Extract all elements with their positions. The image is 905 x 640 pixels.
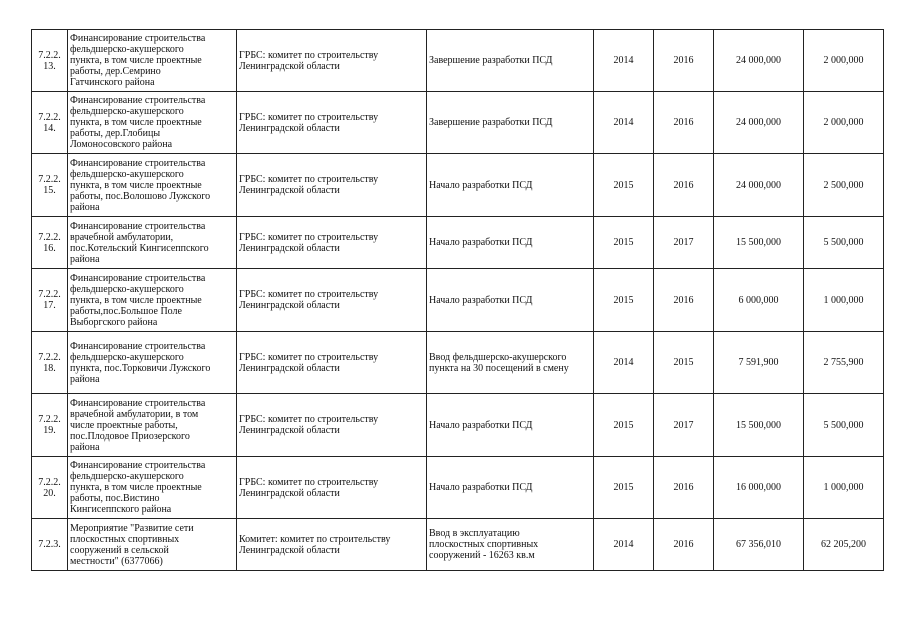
funding-amount-cell xyxy=(804,154,884,217)
activity-name-cell xyxy=(68,269,237,332)
end-year: 2016 xyxy=(673,55,694,66)
end-year-cell xyxy=(654,269,714,332)
activity-name-cell xyxy=(68,217,237,269)
total-cost: 24 000,000 xyxy=(736,55,781,66)
item-number-cell xyxy=(32,332,68,394)
item-number: 7.2.2. 13. xyxy=(38,49,61,72)
item-number: 7.2.2. 14. xyxy=(38,111,61,134)
total-cost-cell xyxy=(714,30,804,92)
start-year-cell xyxy=(594,332,654,394)
responsible-body-cell xyxy=(237,269,427,332)
start-year-cell xyxy=(594,30,654,92)
item-number-cell xyxy=(32,92,68,154)
funding-amount-cell xyxy=(804,332,884,394)
end-year: 2016 xyxy=(673,482,694,493)
funding-amount: 5 500,000 xyxy=(823,237,864,248)
responsible-body: ГРБС: комитет по строительству Ленинградской области xyxy=(239,351,379,374)
expected-result: Завершение разработки ПСД xyxy=(429,117,553,128)
item-number-cell xyxy=(32,457,68,519)
item-number: 7.2.2. 19. xyxy=(38,414,61,436)
start-year: 2015 xyxy=(613,482,634,493)
activity-name: Финансирование строительства фельдшерско-акушерского пункта, в том числе проектные работы, дер.Семрино Гатчинского района xyxy=(70,33,206,88)
total-cost-cell xyxy=(714,519,804,571)
table-row xyxy=(32,394,884,457)
funding-amount-cell xyxy=(804,30,884,92)
expected-result: Начало разработки ПСД xyxy=(429,482,533,493)
activity-name-cell xyxy=(68,519,237,571)
end-year-cell xyxy=(654,30,714,92)
total-cost-cell xyxy=(714,457,804,519)
start-year-cell xyxy=(594,394,654,457)
start-year: 2015 xyxy=(613,419,634,431)
activity-name-cell xyxy=(68,30,237,92)
total-cost: 15 500,000 xyxy=(736,419,781,431)
item-number-cell xyxy=(32,269,68,332)
end-year-cell xyxy=(654,519,714,571)
start-year-cell xyxy=(594,457,654,519)
end-year-cell xyxy=(654,332,714,394)
expected-result-cell xyxy=(427,394,594,457)
item-number-cell xyxy=(32,154,68,217)
table-body xyxy=(32,30,884,571)
activity-name-cell xyxy=(68,92,237,154)
start-year-cell xyxy=(594,269,654,332)
item-number: 7.2.3. xyxy=(38,539,61,550)
start-year: 2014 xyxy=(613,55,634,66)
activity-name-cell xyxy=(68,332,237,394)
program-activities-table xyxy=(31,29,884,571)
start-year: 2014 xyxy=(613,357,634,368)
total-cost: 67 356,010 xyxy=(736,539,781,550)
start-year: 2014 xyxy=(613,117,634,128)
funding-amount: 62 205,200 xyxy=(821,539,866,550)
activity-name: Финансирование строительства фельдшерско-акушерского пункта, в том числе проектные работы, дер.Глобицы Ломоносовского района xyxy=(70,95,206,150)
item-number: 7.2.2. 15. xyxy=(38,174,61,196)
funding-amount: 2 000,000 xyxy=(823,55,864,66)
responsible-body: ГРБС: комитет по строительству Ленинградской области xyxy=(239,174,379,196)
total-cost: 15 500,000 xyxy=(736,237,781,248)
item-number: 7.2.2. 17. xyxy=(38,289,61,311)
end-year-cell xyxy=(654,394,714,457)
total-cost: 24 000,000 xyxy=(736,179,781,191)
total-cost: 24 000,000 xyxy=(736,117,781,128)
table-row xyxy=(32,457,884,519)
activity-name-cell xyxy=(68,154,237,217)
item-number: 7.2.2. 20. xyxy=(38,476,61,499)
funding-amount-cell xyxy=(804,217,884,269)
total-cost-cell xyxy=(714,154,804,217)
table-row xyxy=(32,519,884,571)
responsible-body-cell xyxy=(237,457,427,519)
end-year: 2016 xyxy=(673,117,694,128)
end-year-cell xyxy=(654,217,714,269)
activity-name: Финансирование строительства фельдшерско-акушерского пункта, пос.Торковичи Лужского района xyxy=(70,340,211,385)
table-row xyxy=(32,154,884,217)
activity-name: Финансирование строительства фельдшерско-акушерского пункта, в том числе проектные работы, пос.Вистино Кингисеппского района xyxy=(70,460,206,515)
start-year-cell xyxy=(594,154,654,217)
end-year: 2015 xyxy=(673,357,694,368)
activity-name: Мероприятие "Развитие сети плоскостных спортивных сооружений в сельской местности" (6377066) xyxy=(70,522,194,567)
end-year-cell xyxy=(654,154,714,217)
end-year-cell xyxy=(654,92,714,154)
start-year: 2015 xyxy=(613,179,634,191)
expected-result-cell xyxy=(427,154,594,217)
responsible-body: ГРБС: комитет по строительству Ленинградской области xyxy=(239,111,379,134)
expected-result: Завершение разработки ПСД xyxy=(429,55,553,66)
item-number-cell xyxy=(32,519,68,571)
total-cost: 6 000,000 xyxy=(738,294,779,306)
responsible-body-cell xyxy=(237,30,427,92)
activity-name-cell xyxy=(68,457,237,519)
total-cost-cell xyxy=(714,394,804,457)
funding-amount: 1 000,000 xyxy=(823,294,864,306)
activity-name-cell xyxy=(68,394,237,457)
expected-result: Ввод фельдшерско-акушерского пункта на 30 посещений в смену xyxy=(429,351,569,374)
activity-name: Финансирование строительства фельдшерско-акушерского пункта, в том числе проектные работы,пос.Большое Поле Выборгского района xyxy=(70,272,206,328)
responsible-body: ГРБС: комитет по строительству Ленинградской области xyxy=(239,49,379,72)
funding-amount-cell xyxy=(804,394,884,457)
item-number: 7.2.2. 18. xyxy=(38,351,61,374)
table-row xyxy=(32,92,884,154)
start-year-cell xyxy=(594,92,654,154)
expected-result-cell xyxy=(427,30,594,92)
table-row xyxy=(32,217,884,269)
end-year-cell xyxy=(654,457,714,519)
responsible-body: ГРБС: комитет по строительству Ленинградской области xyxy=(239,289,379,311)
total-cost-cell xyxy=(714,92,804,154)
item-number-cell xyxy=(32,394,68,457)
start-year-cell xyxy=(594,519,654,571)
activity-name: Финансирование строительства врачебной амбулатории, пос.Котельский Кингисеппского района xyxy=(70,220,209,265)
responsible-body-cell xyxy=(237,394,427,457)
start-year: 2015 xyxy=(613,237,634,248)
funding-amount-cell xyxy=(804,457,884,519)
expected-result: Начало разработки ПСД xyxy=(429,419,533,431)
item-number-cell xyxy=(32,30,68,92)
expected-result-cell xyxy=(427,457,594,519)
end-year: 2016 xyxy=(673,539,694,550)
total-cost: 16 000,000 xyxy=(736,482,781,493)
start-year: 2014 xyxy=(613,539,634,550)
total-cost-cell xyxy=(714,217,804,269)
end-year: 2016 xyxy=(673,294,694,306)
responsible-body: Комитет: комитет по строительству Ленинградской области xyxy=(239,533,391,556)
funding-amount: 2 000,000 xyxy=(823,117,864,128)
total-cost-cell xyxy=(714,332,804,394)
responsible-body-cell xyxy=(237,154,427,217)
start-year: 2015 xyxy=(613,294,634,306)
expected-result-cell xyxy=(427,217,594,269)
end-year: 2017 xyxy=(673,419,694,431)
total-cost-cell xyxy=(714,269,804,332)
expected-result-cell xyxy=(427,269,594,332)
table-row xyxy=(32,30,884,92)
responsible-body-cell xyxy=(237,519,427,571)
funding-amount: 1 000,000 xyxy=(823,482,864,493)
expected-result-cell xyxy=(427,92,594,154)
responsible-body: ГРБС: комитет по строительству Ленинградской области xyxy=(239,476,379,499)
funding-amount: 2 500,000 xyxy=(823,179,864,191)
table-row xyxy=(32,332,884,394)
expected-result: Ввод в эксплуатацию плоскостных спортивных сооружений - 16263 кв.м xyxy=(429,528,539,561)
expected-result-cell xyxy=(427,332,594,394)
funding-amount: 5 500,000 xyxy=(823,419,864,431)
activity-name: Финансирование строительства врачебной амбулатории, в том числе проектные работы, пос.Плодовое Приозерского района xyxy=(70,397,206,453)
responsible-body: ГРБС: комитет по строительству Ленинградской области xyxy=(239,414,379,436)
expected-result: Начало разработки ПСД xyxy=(429,179,533,191)
end-year: 2016 xyxy=(673,179,694,191)
responsible-body: ГРБС: комитет по строительству Ленинградской области xyxy=(239,231,379,254)
expected-result-cell xyxy=(427,519,594,571)
activity-name: Финансирование строительства фельдшерско-акушерского пункта, в том числе проектные работы, пос.Волошово Лужского района xyxy=(70,157,211,213)
responsible-body-cell xyxy=(237,332,427,394)
end-year: 2017 xyxy=(673,237,694,248)
funding-amount-cell xyxy=(804,269,884,332)
responsible-body-cell xyxy=(237,217,427,269)
responsible-body-cell xyxy=(237,92,427,154)
table-row xyxy=(32,269,884,332)
item-number-cell xyxy=(32,217,68,269)
expected-result: Начало разработки ПСД xyxy=(429,294,533,306)
start-year-cell xyxy=(594,217,654,269)
funding-amount-cell xyxy=(804,92,884,154)
total-cost: 7 591,900 xyxy=(738,357,779,368)
funding-amount-cell xyxy=(804,519,884,571)
funding-amount: 2 755,900 xyxy=(823,357,864,368)
expected-result: Начало разработки ПСД xyxy=(429,237,533,248)
item-number: 7.2.2. 16. xyxy=(38,231,61,254)
